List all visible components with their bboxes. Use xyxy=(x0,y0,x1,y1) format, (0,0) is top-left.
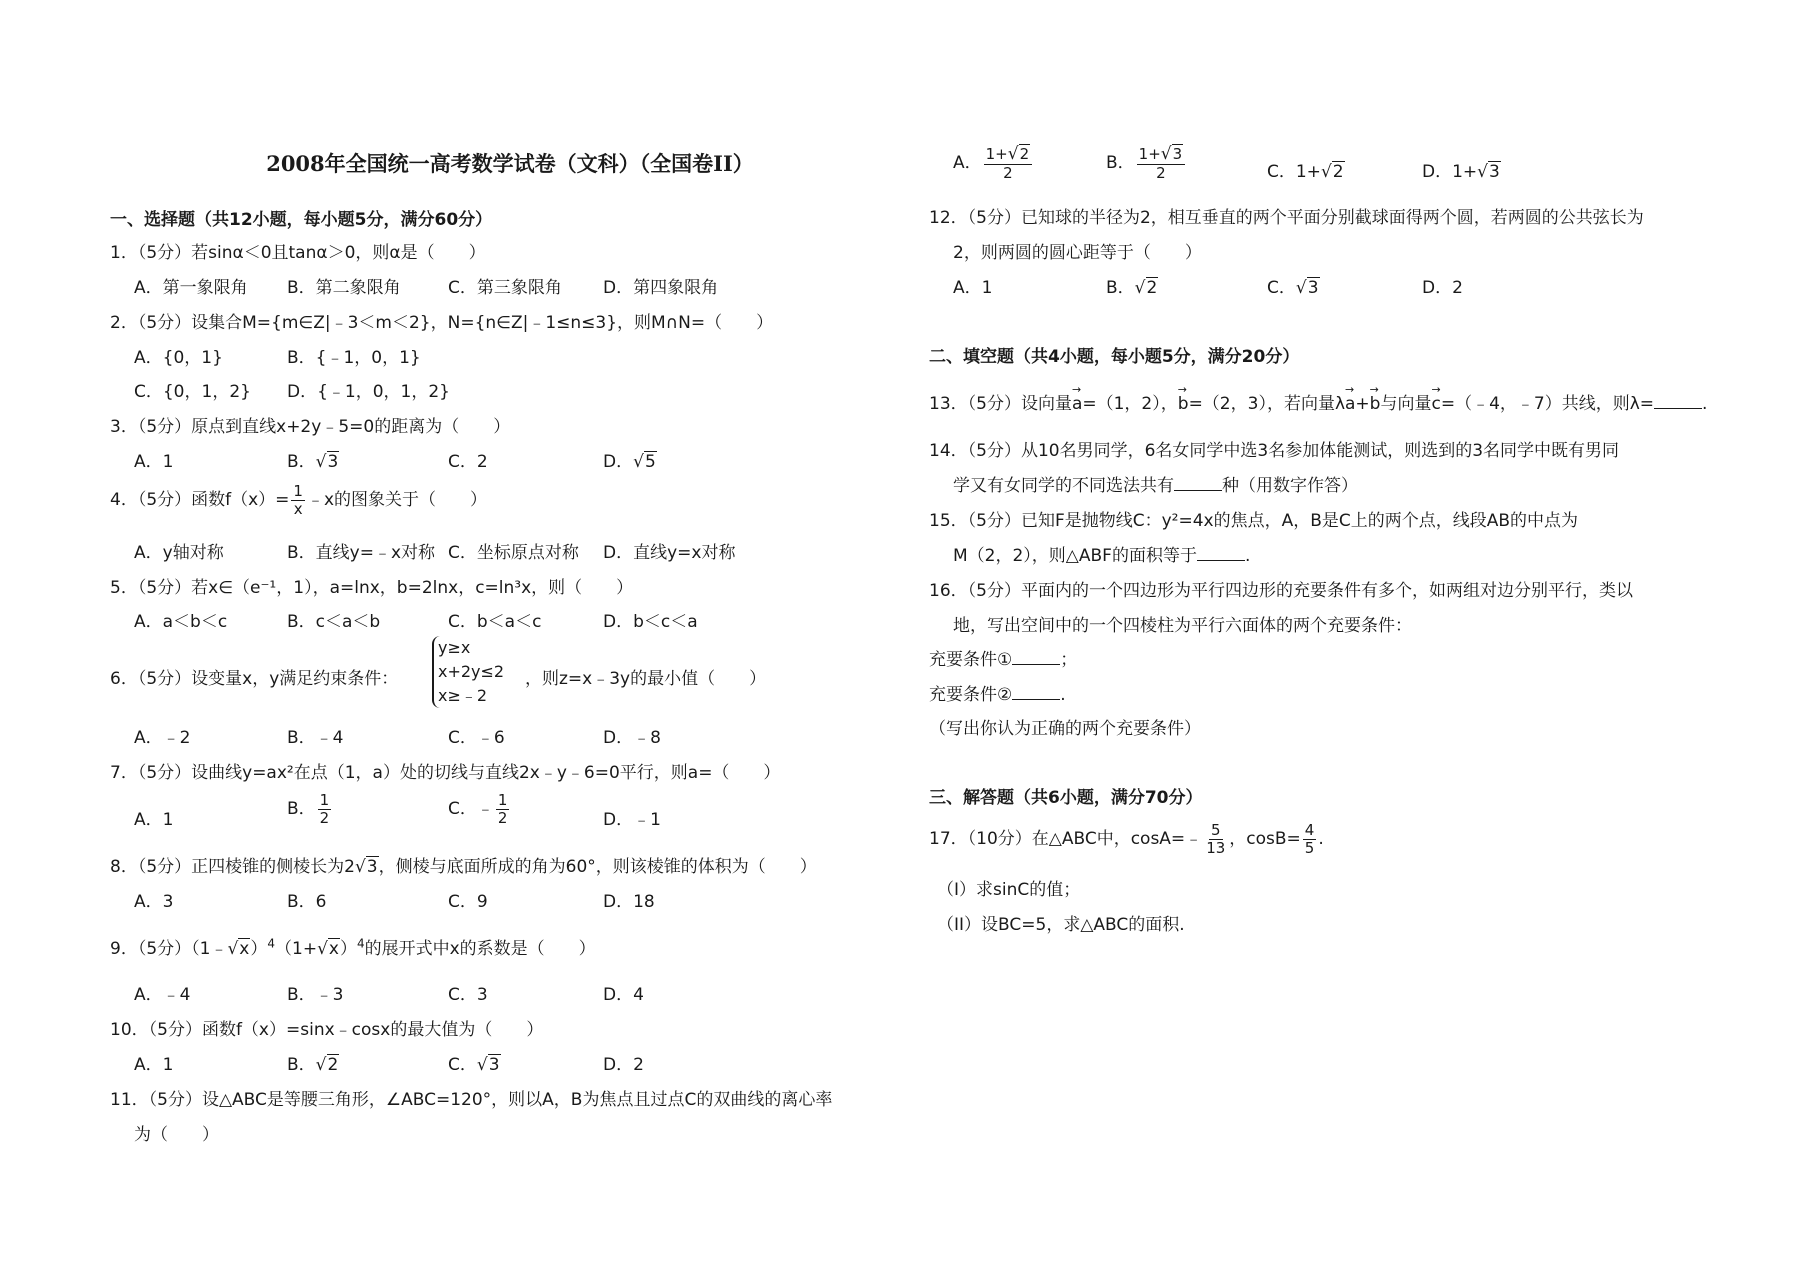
question-1-option-b: B．第二象限角 xyxy=(287,278,401,298)
stem-text: 9．（5分）（1﹣ xyxy=(110,939,228,959)
question-16-stem-line-2: 地，写出空间中的一个四棱柱为平行六面体的两个充要条件： xyxy=(953,616,1412,636)
section-answer-heading: 三、解答题（共6小题，满分70分） xyxy=(929,788,1203,808)
question-9-option-b: B．﹣3 xyxy=(287,985,344,1005)
question-16-condition-1 xyxy=(929,645,1077,670)
radical-sign: √ xyxy=(1295,278,1307,298)
question-13-stem xyxy=(929,389,1707,414)
question-12-option-a: A．1 xyxy=(953,278,993,298)
option-label: D．1+ xyxy=(1422,162,1478,182)
radicand: 2 xyxy=(327,1055,339,1075)
denominator: 2 xyxy=(1003,163,1013,182)
stem-text: =（﹣4，﹣7）共线，则λ= xyxy=(1440,394,1655,414)
radicand: 2 xyxy=(1332,162,1344,182)
question-5-option-c: C．b＜a＜c xyxy=(448,612,542,632)
question-2-option-d: D．{﹣1，0，1，2} xyxy=(287,382,450,402)
question-4-stem xyxy=(110,483,487,517)
question-1-option-d: D．第四象限角 xyxy=(603,278,719,298)
question-4-option-b: B．直线y=﹣x对称 xyxy=(287,543,436,563)
answer-blank xyxy=(1654,394,1702,409)
radical-sign: √ xyxy=(1320,162,1332,182)
radical xyxy=(317,939,340,959)
constraint-2: x+2y≤2 xyxy=(438,662,505,681)
question-1-option-a: A．第一象限角 xyxy=(134,278,248,298)
radicand: 5 xyxy=(644,452,656,472)
fraction xyxy=(1303,822,1317,856)
numerator xyxy=(1137,145,1186,165)
radicand: 3 xyxy=(327,452,339,472)
stem-text: . xyxy=(1060,685,1066,705)
radicand: 3 xyxy=(1307,278,1319,298)
stem-text: . xyxy=(1318,829,1324,849)
radicand: x xyxy=(328,939,339,959)
stem-text: 充要条件① xyxy=(929,650,1013,670)
exponent: 4 xyxy=(356,936,365,951)
question-5-option-d: D．b＜c＜a xyxy=(603,612,698,632)
question-15-stem-line-1: 15．（5分）已知F是抛物线C：y²=4x的焦点，A，B是C上的两个点，线段AB的中点为 xyxy=(929,511,1579,531)
denominator: 2 xyxy=(497,808,508,827)
question-9-option-d: D．4 xyxy=(603,985,644,1005)
radical xyxy=(1296,278,1320,298)
denominator: 5 xyxy=(1304,838,1315,857)
numerator: 1 xyxy=(497,791,508,809)
vector-b: → b xyxy=(1178,394,1189,414)
option-label: C． xyxy=(448,1055,477,1075)
constraint-system xyxy=(432,636,504,708)
question-16-stem-line-1: 16．（5分）平面内的一个四边形为平行四边形的充要条件有多个，如两组对边分别平行，类以 xyxy=(929,581,1633,601)
numerator-text: 1+ xyxy=(985,145,1008,163)
stem-text: 种（用数字作答） xyxy=(1222,476,1358,496)
question-12-stem-line-1: 12．（5分）已知球的半径为2，相互垂直的两个平面分别截球面得两个圆，若两圆的公共弦长为 xyxy=(929,208,1644,228)
question-11-stem-line-2: 为（ ） xyxy=(134,1125,219,1145)
stem-text: ） xyxy=(339,939,357,959)
stem-text: 与向量 xyxy=(1380,394,1432,414)
option-label: B． xyxy=(1106,278,1135,298)
option-label: C．﹣ xyxy=(448,799,494,819)
stem-text: . xyxy=(1702,394,1708,414)
radical-sign: √ xyxy=(1160,144,1172,164)
question-1-option-c: C．第三象限角 xyxy=(448,278,562,298)
question-7-option-d: D．﹣1 xyxy=(603,810,661,830)
question-10-option-c xyxy=(448,1050,501,1075)
constraint-3: x≥﹣2 xyxy=(438,686,488,705)
stem-text: 的展开式中x的系数是（ ） xyxy=(364,939,596,959)
option-label: B． xyxy=(287,799,316,819)
question-5-option-b: B．c＜a＜b xyxy=(287,612,381,632)
fraction xyxy=(1137,145,1186,181)
stem-text: 4．（5分）函数f（x）= xyxy=(110,490,290,510)
question-6-option-b: B．﹣4 xyxy=(287,728,344,748)
stem-text: + xyxy=(1355,394,1370,414)
question-2-option-a: A．{0，1} xyxy=(134,348,223,368)
question-6-option-a: A．﹣2 xyxy=(134,728,191,748)
question-7-option-b xyxy=(287,792,333,826)
question-11-option-c xyxy=(1267,157,1345,182)
question-3-option-c: C．2 xyxy=(448,452,488,472)
numerator-text: 1+ xyxy=(1138,145,1161,163)
stem-text: ； xyxy=(1060,650,1078,670)
question-10-stem: 10．（5分）函数f（x）=sinx﹣cosx的最大值为（ ） xyxy=(110,1020,544,1040)
radical-sign: √ xyxy=(227,939,239,959)
question-5-stem: 5．（5分）若x∈（e⁻¹，1），a=lnx，b=2lnx，c=ln³x，则（ ） xyxy=(110,578,634,598)
radicand: 3 xyxy=(366,857,378,877)
stem-text: =（2，3），若向量λ xyxy=(1188,394,1345,414)
radical xyxy=(1161,145,1183,164)
exponent: 4 xyxy=(267,936,275,951)
stem-text: 17．（10分）在△ABC中，cosA=﹣ xyxy=(929,829,1203,849)
question-7-option-a: A．1 xyxy=(134,810,174,830)
option-label: B． xyxy=(287,1055,316,1075)
fraction xyxy=(318,792,332,826)
fraction xyxy=(496,792,510,826)
question-10-option-b xyxy=(287,1050,339,1075)
question-12-option-d: D．2 xyxy=(1422,278,1463,298)
radical xyxy=(633,452,657,472)
question-17-part-2: （II）设BC=5，求△ABC的面积. xyxy=(937,915,1185,935)
stem-text: ） xyxy=(250,939,268,959)
option-label: C．1+ xyxy=(1267,162,1321,182)
answer-blank xyxy=(1197,546,1245,561)
denominator: 13 xyxy=(1206,838,1226,857)
radical xyxy=(477,1055,501,1075)
radical-sign: √ xyxy=(1007,144,1019,164)
numerator: 5 xyxy=(1210,821,1221,839)
radical-sign: √ xyxy=(315,452,327,472)
numerator: 4 xyxy=(1304,821,1315,839)
question-2-option-b: B．{﹣1，0，1} xyxy=(287,348,421,368)
radical xyxy=(227,939,250,959)
radicand: 2 xyxy=(1019,145,1030,163)
question-17-part-1: （I）求sinC的值； xyxy=(937,880,1081,900)
radical xyxy=(1135,278,1159,298)
radical-sign: √ xyxy=(633,452,644,472)
numerator xyxy=(984,145,1033,165)
answer-blank xyxy=(1012,685,1060,700)
fraction xyxy=(1204,822,1227,856)
question-10-option-d: D．2 xyxy=(603,1055,644,1075)
option-label: C． xyxy=(1267,278,1296,298)
question-3-option-b xyxy=(287,447,339,472)
radical-sign: √ xyxy=(1134,278,1146,298)
radical-sign: √ xyxy=(317,939,328,959)
vector-a: → a xyxy=(1072,394,1082,414)
radical xyxy=(1477,162,1501,182)
question-6-option-d: D．﹣8 xyxy=(603,728,661,748)
question-14-stem-line-2 xyxy=(953,471,1358,496)
radical-sign: √ xyxy=(1477,162,1488,182)
option-label: B． xyxy=(1106,153,1135,174)
option-label: D． xyxy=(603,452,634,472)
question-7-option-c xyxy=(448,792,511,826)
fraction xyxy=(291,483,305,517)
radical xyxy=(355,857,379,877)
radicand: 3 xyxy=(1172,145,1183,163)
question-3-stem: 3．（5分）原点到直线x+2y﹣5=0的距离为（ ） xyxy=(110,417,511,437)
page-title: 2008年全国统一高考数学试卷（文科）（全国卷II） xyxy=(266,151,754,176)
vector-b: → b xyxy=(1370,394,1381,414)
radical xyxy=(316,1055,340,1075)
radical xyxy=(1008,145,1030,164)
question-16-condition-2 xyxy=(929,680,1066,705)
stem-text: ，侧棱与底面所成的角为60°，则该棱锥的体积为（ ） xyxy=(378,857,817,877)
fraction xyxy=(984,145,1033,181)
stem-text: （1+ xyxy=(275,939,318,959)
question-3-option-d xyxy=(603,447,657,472)
question-15-stem-line-2 xyxy=(953,541,1250,566)
question-11-stem-line-1: 11．（5分）设△ABC是等腰三角形，∠ABC=120°，则以A，B为焦点且过点C的双曲线的离心率 xyxy=(110,1090,833,1110)
question-12-stem-line-2: 2，则两圆的圆心距等于（ ） xyxy=(953,243,1202,263)
stem-text: 充要条件② xyxy=(929,685,1013,705)
answer-blank xyxy=(1174,476,1222,491)
radical-sign: √ xyxy=(354,857,366,877)
question-9-stem xyxy=(110,934,596,959)
question-8-stem xyxy=(110,852,817,877)
answer-blank xyxy=(1012,650,1060,665)
question-6-stem-pre: 6．（5分）设变量x，y满足约束条件： xyxy=(110,669,399,689)
question-11-option-b xyxy=(1106,145,1187,181)
option-label: A． xyxy=(953,153,982,174)
section-choice-heading: 一、选择题（共12小题，每小题5分，满分60分） xyxy=(110,210,493,230)
radicand: x xyxy=(239,939,250,959)
numerator: 1 xyxy=(319,791,330,809)
question-5-option-a: A．a＜b＜c xyxy=(134,612,228,632)
question-8-option-a: A．3 xyxy=(134,892,174,912)
question-9-option-a: A．﹣4 xyxy=(134,985,191,1005)
question-8-option-c: C．9 xyxy=(448,892,488,912)
stem-text: 8．（5分）正四棱锥的侧棱长为2 xyxy=(110,857,355,877)
stem-text: ﹣x的图象关于（ ） xyxy=(306,490,488,510)
option-label: B． xyxy=(287,452,316,472)
question-17-stem xyxy=(929,822,1324,856)
radicand: 3 xyxy=(1489,162,1500,182)
numerator: 1 xyxy=(293,482,303,500)
constraint-1: y≥x xyxy=(438,638,471,657)
question-6-stem-post: ，则z=x﹣3y的最小值（ ） xyxy=(525,669,767,689)
stem-text: . xyxy=(1244,546,1251,566)
question-16-note: （写出你认为正确的两个充要条件） xyxy=(929,719,1201,739)
radical xyxy=(316,452,340,472)
question-1-stem: 1．（5分）若sinα＜0且tanα＞0，则α是（ ） xyxy=(110,243,486,263)
radical-sign: √ xyxy=(315,1055,327,1075)
denominator: x xyxy=(293,499,303,518)
stem-text: ，cosB= xyxy=(1229,829,1301,849)
question-11-option-a xyxy=(953,145,1034,181)
question-4-option-c: C．坐标原点对称 xyxy=(448,543,579,563)
vector-a: → a xyxy=(1345,394,1355,414)
denominator: 2 xyxy=(1156,163,1166,182)
question-9-option-c: C．3 xyxy=(448,985,488,1005)
stem-text: =（1，2）， xyxy=(1082,394,1178,414)
question-14-stem-line-1: 14．（5分）从10名男同学，6名女同学中选3名参加体能测试，则选到的3名同学中既有男同 xyxy=(929,441,1620,461)
question-2-option-c: C．{0，1，2} xyxy=(134,382,251,402)
question-2-stem: 2．（5分）设集合M={m∈Z|﹣3＜m＜2}，N={n∈Z|﹣1≤n≤3}，则M∩N=（ ） xyxy=(110,313,774,333)
radicand: 2 xyxy=(1146,278,1158,298)
radical xyxy=(1321,162,1345,182)
vector-c: → c xyxy=(1431,394,1440,414)
question-6-option-c: C．﹣6 xyxy=(448,728,505,748)
stem-text: M（2，2），则△ABF的面积等于 xyxy=(953,546,1197,566)
question-12-option-c xyxy=(1267,273,1320,298)
stem-text: 学又有女同学的不同选法共有 xyxy=(953,476,1174,496)
radicand: 3 xyxy=(488,1055,500,1075)
denominator: 2 xyxy=(319,808,330,827)
question-4-option-a: A．y轴对称 xyxy=(134,543,224,563)
radical-sign: √ xyxy=(476,1055,488,1075)
stem-text: 13．（5分）设向量 xyxy=(929,394,1072,414)
section-fill-heading: 二、填空题（共4小题，每小题5分，满分20分） xyxy=(929,347,1300,367)
question-3-option-a: A．1 xyxy=(134,452,174,472)
question-10-option-a: A．1 xyxy=(134,1055,174,1075)
question-12-option-b xyxy=(1106,273,1158,298)
question-8-option-b: B．6 xyxy=(287,892,327,912)
question-8-option-d: D．18 xyxy=(603,892,655,912)
question-7-stem: 7．（5分）设曲线y=ax²在点（1，a）处的切线与直线2x﹣y﹣6=0平行，则a=（ ） xyxy=(110,763,781,783)
question-11-option-d xyxy=(1422,157,1501,182)
question-4-option-d: D．直线y=x对称 xyxy=(603,543,736,563)
